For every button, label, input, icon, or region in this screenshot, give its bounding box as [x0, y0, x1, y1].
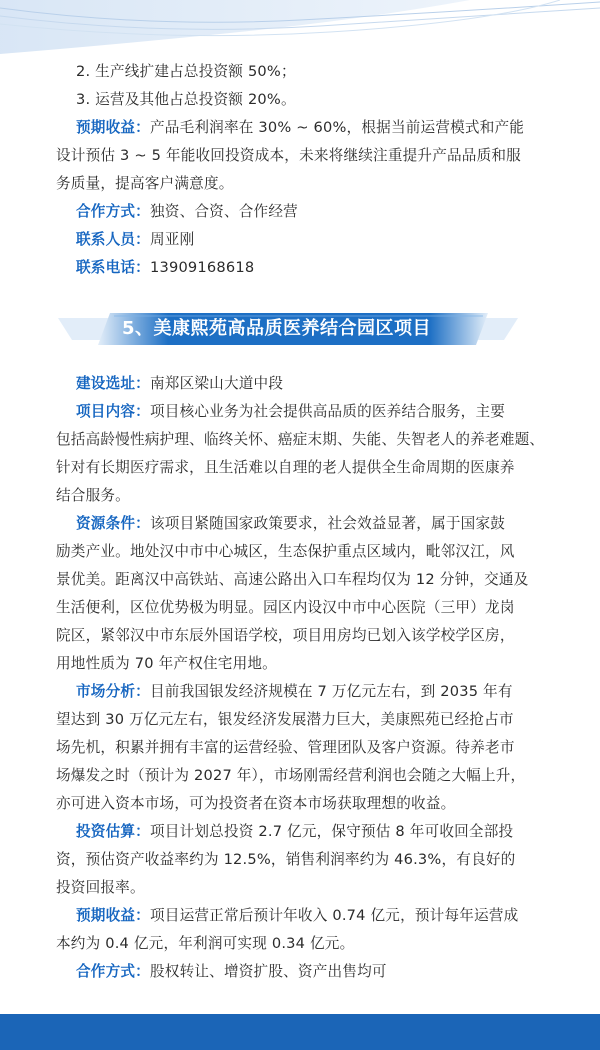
label: 联系人员：: [76, 231, 150, 248]
market-line: 场先机，积累并拥有丰富的运营经验、管理团队及客户资源。待养老市: [56, 739, 515, 756]
upper-cooperation: 合作方式：独资、合资、合作经营: [76, 203, 298, 220]
resources-line: 景优美。距离汉中高铁站、高速公路出入口车程均仅为 12 分钟，交通及: [56, 571, 529, 588]
upper-expected-income-line: 设计预估 3 ~ 5 年能收回投资成本，未来将继续注重提升产品品质和服: [56, 147, 521, 164]
resources-line: 院区，紧邻汉中市东辰外国语学校，项目用房均已划入该学校学区房，: [56, 627, 515, 644]
market-line: 望达到 30 万亿元左右，银发经济发展潜力巨大，美康熙苑已经抢占市: [56, 711, 514, 728]
resources: 资源条件：该项目紧随国家政策要求，社会效益显著，属于国家鼓: [76, 515, 506, 532]
investment-estimate: 投资估算：项目计划总投资 2.7 亿元，保守预估 8 年可收回全部投: [76, 823, 514, 840]
label: 建设选址：: [76, 375, 150, 392]
investment-line: 投资回报率。: [56, 879, 145, 896]
label: 预期收益：: [76, 907, 150, 924]
investment-line-3: 3. 运营及其他占总投资额 20%。: [76, 91, 296, 108]
contact-phone: 联系电话：13909168618: [76, 259, 255, 276]
label: 市场分析：: [76, 683, 150, 700]
section-title: 5、美康熙苑高品质医养结合园区项目: [122, 318, 432, 339]
project-expected-income: 预期收益：项目运营正常后预计年收入 0.74 亿元，预计每年运营成: [76, 907, 519, 924]
label: 资源条件：: [76, 515, 150, 532]
upper-expected-income-line: 务质量，提高客户满意度。: [56, 175, 234, 192]
investment-line: 资，预估资产收益率约为 12.5%，销售利润率约为 46.3%，有良好的: [56, 851, 516, 868]
label: 项目内容：: [76, 403, 150, 420]
project-content: 项目内容：项目核心业务为社会提供高品质的医养结合服务，主要: [76, 403, 506, 420]
project-cooperation: 合作方式：股权转让、增资扩股、资产出售均可: [76, 963, 387, 980]
footer-bar: [0, 1014, 600, 1050]
market-line: 场爆发之时（预计为 2027 年），市场刚需经营利润也会随之大幅上升，: [56, 767, 526, 784]
top-wave-decoration: [0, 0, 600, 60]
label: 合作方式：: [76, 203, 150, 220]
investment-line-2: 2. 生产线扩建占总投资额 50%；: [76, 63, 296, 80]
resources-line: 励类产业。地处汉中市中心城区，生态保护重点区域内，毗邻汉江，风: [56, 543, 515, 560]
label: 预期收益：: [76, 119, 150, 136]
market-line: 亦可进入资本市场，可为投资者在资本市场获取理想的收益。: [56, 795, 456, 812]
project-site: 建设选址：南郑区梁山大道中段: [76, 375, 284, 392]
upper-expected-income: 预期收益：产品毛利润率在 30% ~ 60%，根据当前运营模式和产能: [76, 119, 525, 136]
label: 联系电话：: [76, 259, 150, 276]
project-content-line: 结合服务。: [56, 487, 130, 504]
market-analysis: 市场分析：目前我国银发经济规模在 7 万亿元左右，到 2035 年有: [76, 683, 513, 700]
project-content-line: 包括高龄慢性病护理、临终关怀、癌症末期、失能、失智老人的养老难题、: [56, 431, 545, 448]
label: 合作方式：: [76, 963, 150, 980]
resources-line: 用地性质为 70 年产权住宅用地。: [56, 655, 277, 672]
label: 投资估算：: [76, 823, 150, 840]
project-content-line: 针对有长期医疗需求，且生活难以自理的老人提供全生命周期的医康养: [56, 459, 515, 476]
project-expected-income-line: 本约为 0.4 亿元，年利润可实现 0.34 亿元。: [56, 935, 355, 952]
contact-person: 联系人员：周亚刚: [76, 231, 195, 248]
resources-line: 生活便利，区位优势极为明显。园区内设汉中市中心医院（三甲）龙岗: [56, 599, 515, 616]
